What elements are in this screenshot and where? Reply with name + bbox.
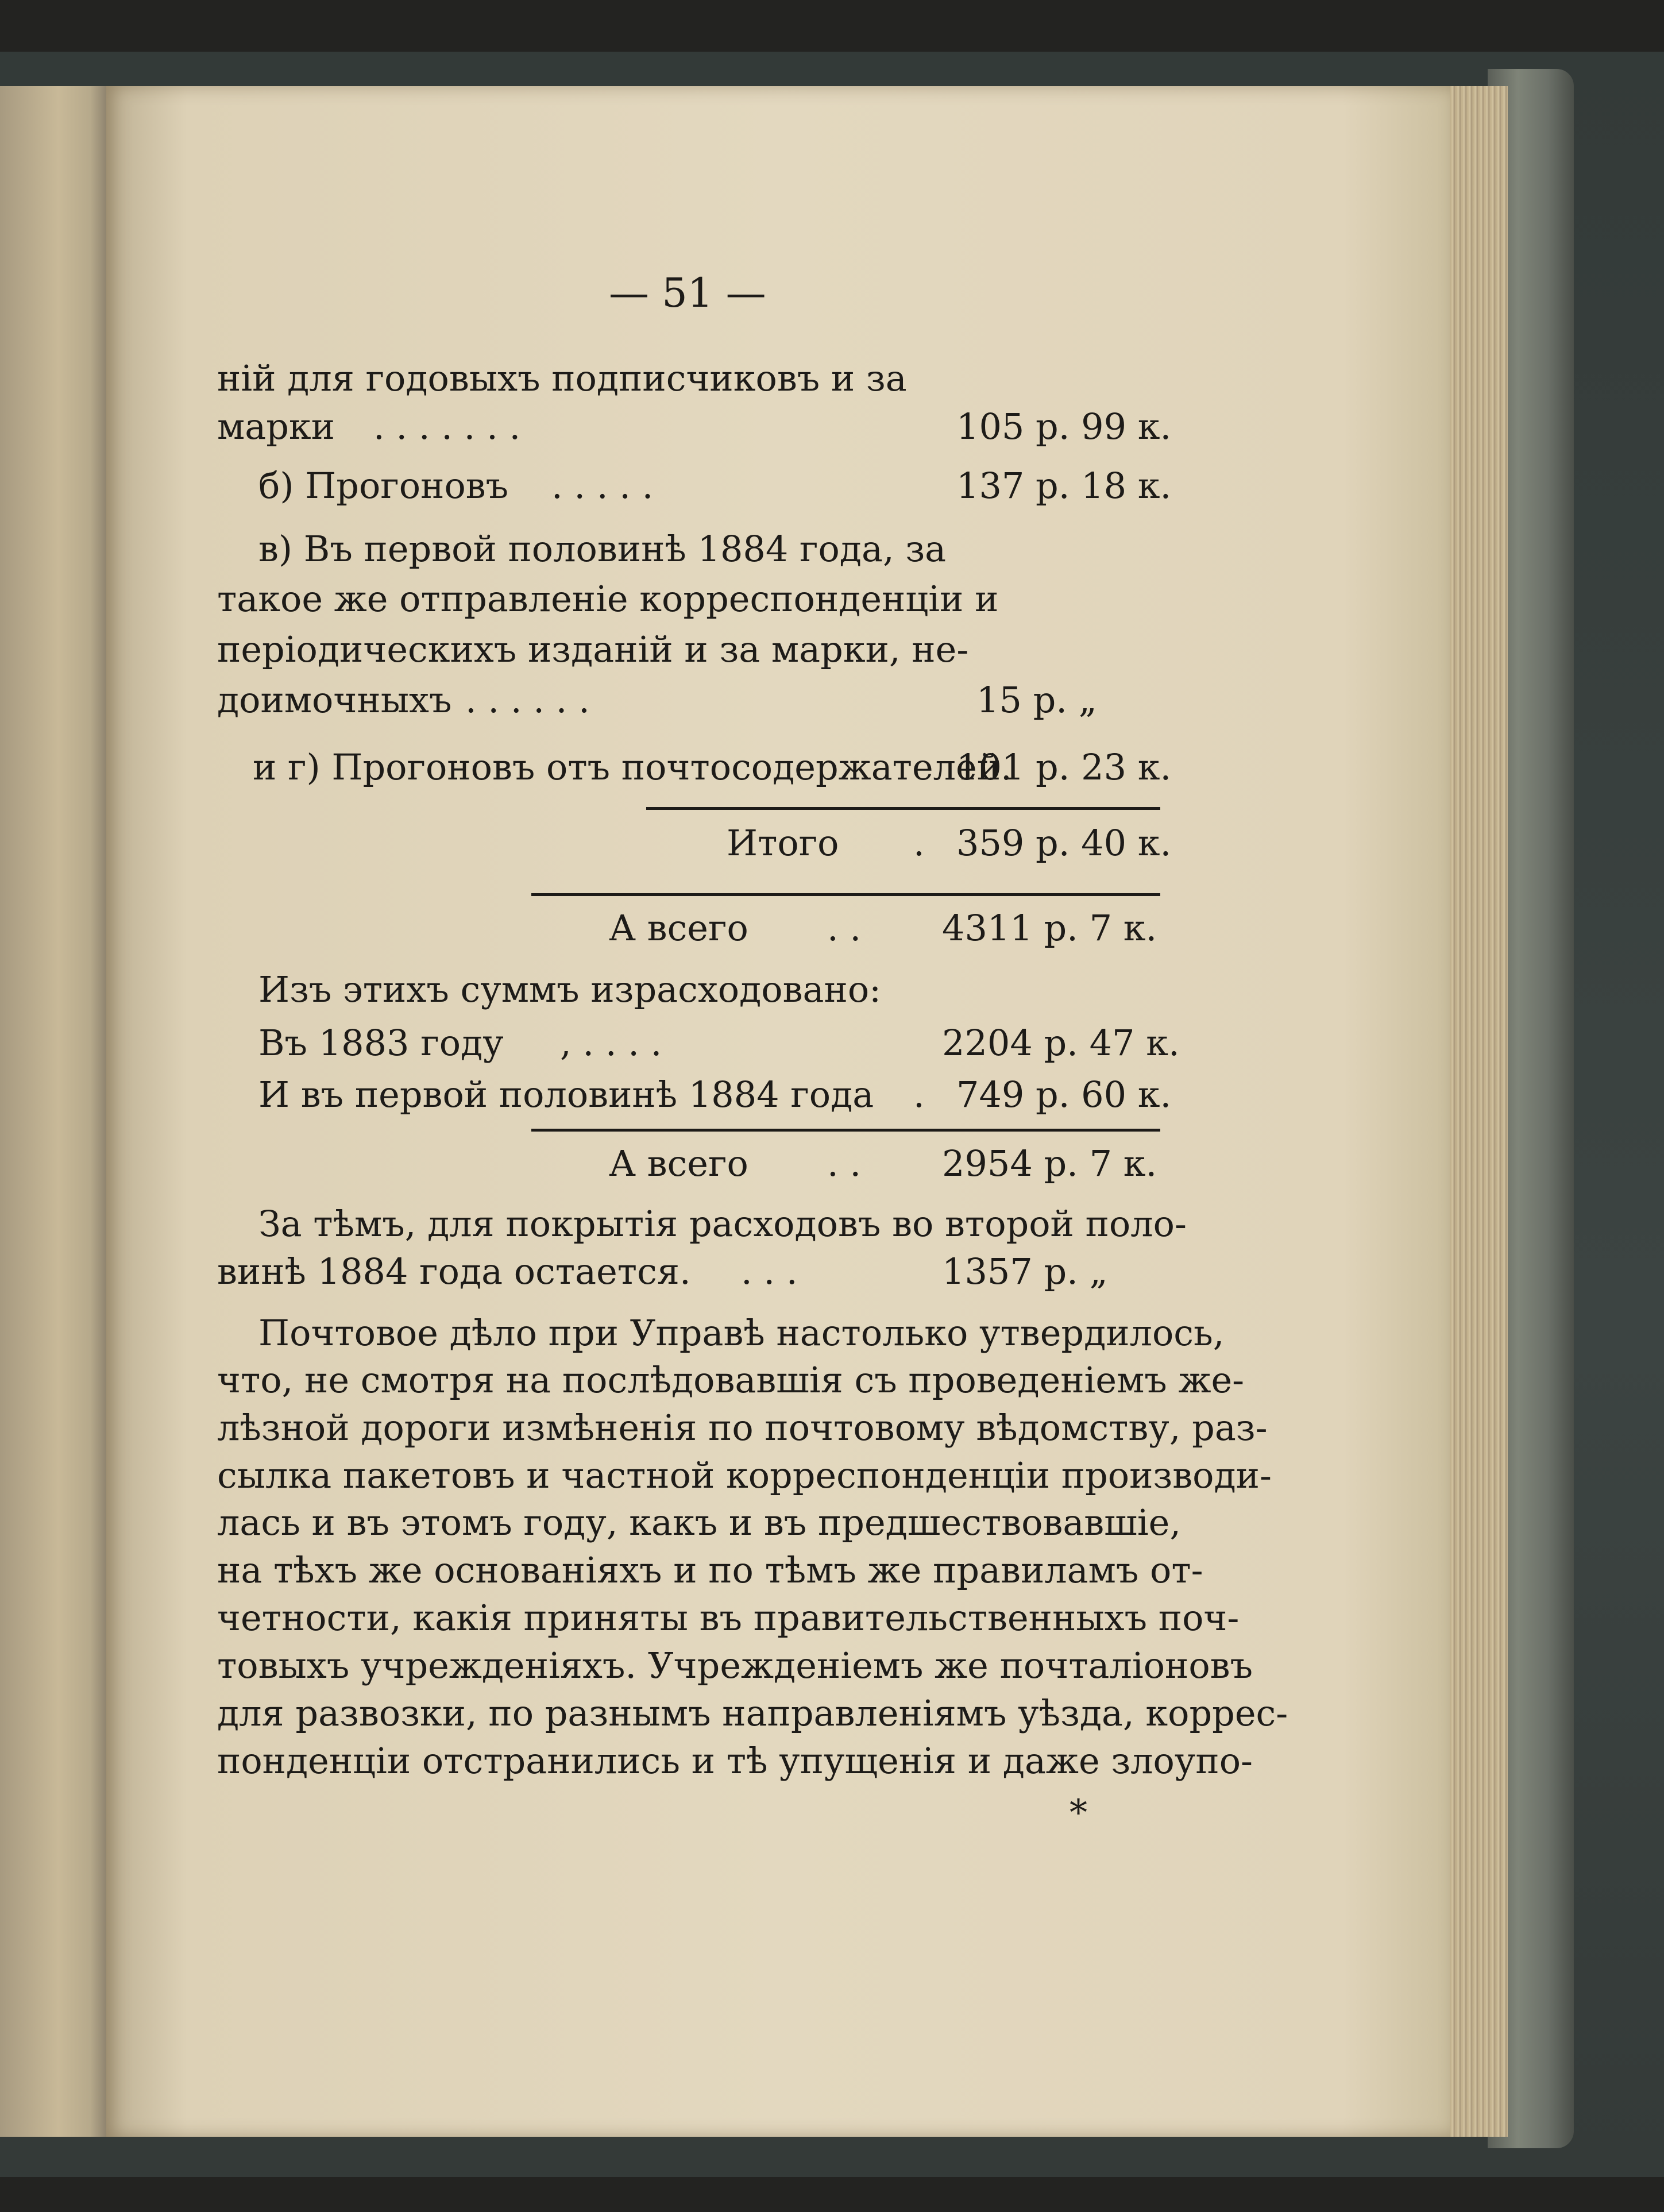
leader-dots: , . . . . bbox=[560, 1022, 662, 1064]
leader-dots: . bbox=[913, 822, 925, 864]
left-page-edge bbox=[0, 86, 106, 2137]
signature-mark: * bbox=[1070, 1792, 1087, 1833]
leader-dots: . . . . . bbox=[551, 465, 654, 507]
text-line: марки bbox=[217, 406, 335, 447]
amount: 101 р. 23 к. bbox=[956, 746, 1172, 788]
text-line: для развозки, по разнымъ направленiямъ уѣзда, коррес- bbox=[217, 1692, 1288, 1734]
text-line: лѣзной дороги измѣненiя по почтовому вѣдомству, раз- bbox=[217, 1407, 1268, 1449]
leader-dots: . . bbox=[827, 1142, 862, 1184]
text-line: винѣ 1884 года остается. bbox=[217, 1250, 691, 1292]
amount: 1357 р. „ bbox=[942, 1250, 1108, 1292]
leader-dots: . . bbox=[827, 907, 862, 949]
text-line: что, не смотря на послѣдовавшiя съ проведенiемъ же- bbox=[217, 1359, 1245, 1401]
text-line: в) Въ первой половинѣ 1884 года, за bbox=[258, 528, 947, 570]
text-line: доимочныхъ bbox=[217, 679, 452, 721]
text-line: нiй для годовыхъ подписчиковъ и за bbox=[217, 357, 907, 399]
text-line: Почтовое дѣло при Управѣ настолько утвердилось, bbox=[258, 1312, 1225, 1354]
sum-rule bbox=[646, 807, 1160, 810]
amount: 137 р. 18 к. bbox=[956, 465, 1172, 507]
text-line: Въ 1883 году bbox=[258, 1022, 504, 1064]
text-line: понденцiи отстранились и тѣ упущенiя и даже злоупо- bbox=[217, 1740, 1253, 1782]
amount: 359 р. 40 к. bbox=[956, 822, 1172, 864]
text-line: лась и въ этомъ году, какъ и въ предшествовавшiе, bbox=[217, 1501, 1182, 1543]
amount: 105 р. 99 к. bbox=[956, 406, 1172, 447]
text-line: на тѣхъ же основанiяхъ и по тѣмъ же правиламъ от- bbox=[217, 1549, 1203, 1591]
leader-dots: . . . . . . . bbox=[373, 406, 521, 447]
amount: 749 р. 60 к. bbox=[956, 1074, 1172, 1115]
amount: 2204 р. 47 к. bbox=[942, 1022, 1180, 1064]
total-label: А всего bbox=[609, 907, 748, 949]
text-line: сылка пакетовъ и частной корреспонденцiи производи- bbox=[217, 1454, 1272, 1496]
amount: 4311 р. 7 к. bbox=[942, 907, 1157, 949]
page-number: — 51 — bbox=[609, 269, 766, 316]
text-line: такое же отправленiе корреспонденцiи и bbox=[217, 578, 999, 620]
text-line: Изъ этихъ суммъ израсходовано: bbox=[258, 968, 882, 1010]
sum-rule bbox=[531, 1129, 1160, 1132]
text-line: б) Прогоновъ bbox=[258, 465, 509, 507]
text-line: За тѣмъ, для покрытiя расходовъ во второй поло- bbox=[258, 1203, 1187, 1245]
text-line: и г) Прогоновъ отъ почтосодержателей. bbox=[253, 746, 1012, 788]
sum-rule bbox=[531, 893, 1160, 896]
leader-dots: . bbox=[913, 1074, 925, 1115]
text-line: товыхъ учрежденiяхъ. Учрежденiемъ же почталiоновъ bbox=[217, 1644, 1253, 1686]
text-line: перiодическихъ изданiй и за марки, не- bbox=[217, 628, 969, 670]
total-label: А всего bbox=[609, 1142, 748, 1184]
text-line: И въ первой половинѣ 1884 года bbox=[258, 1074, 874, 1115]
leader-dots: . . . bbox=[741, 1250, 798, 1292]
total-label: Итого bbox=[727, 822, 839, 864]
amount: 2954 р. 7 к. bbox=[942, 1142, 1157, 1184]
leader-dots: . . . . . . bbox=[465, 679, 590, 721]
text-line: четности, какiя приняты въ правительственныхъ поч- bbox=[217, 1597, 1240, 1639]
page-edges bbox=[1445, 86, 1508, 2137]
amount: 15 р. „ bbox=[976, 679, 1097, 721]
